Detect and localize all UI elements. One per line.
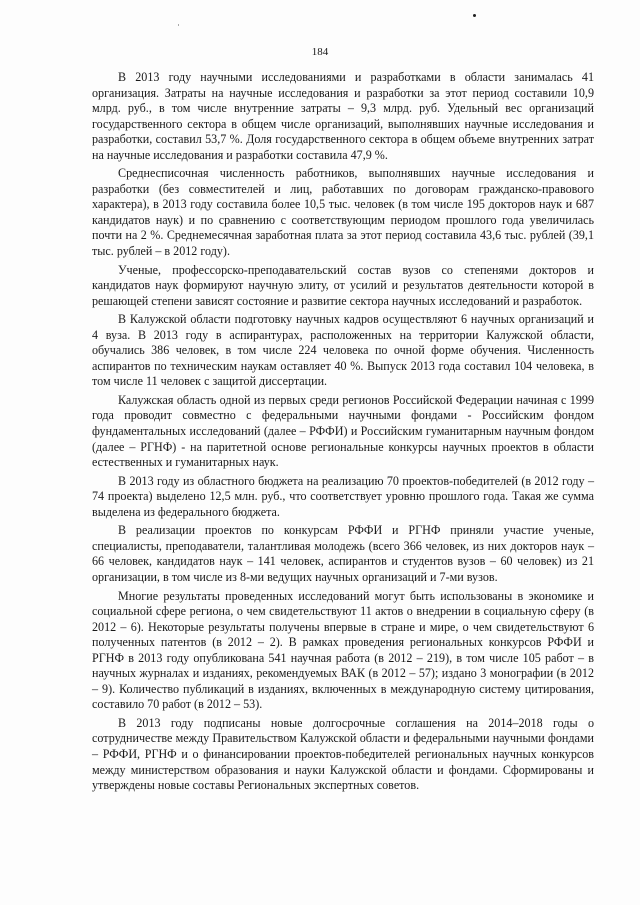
paragraph: В Калужской области подготовку научных кадров осуществляют 6 научных организаций и 4 вуза. В 2013 году в аспирантурах, расположенных на территории Калужской области, обучались 386 человек, в том числе 224 человека по очной форме обучения. Численность аспирантов по техническим наукам оставляет 40 %. Выпуск 2013 года составил 104 человека, в том числе 11 человек с защитой диссертации.: [92, 312, 594, 389]
paragraph: Калужская область одной из первых среди регионов Российской Федерации начиная с 1999 года проводит совместно с федеральными научными фондами - Российским фондом фундаментальных исследований (далее – РФФИ) и Российским гуманитарным научным фондом (далее – РГНФ) - на паритетной основе региональные конкурсы научных проектов в области естественных и гуманитарных наук.: [92, 392, 594, 470]
paragraph: Многие результаты проведенных исследований могут быть использованы в экономике и социальной сфере региона, о чем свидетельствуют 11 актов о внедрении в социальную сферу (в 2012 – 6). Некоторые результаты получены впервые в стране и мире, о чем свидетельствуют 6 полученных патентов (в 2012 – 2). В рамках проведения региональных конкурсов РФФИ и РГНФ в 2013 году опубликована 541 научная работа (в 2012 – 219), в том числе 105 работ – в научных журналах и изданиях, рекомендуемых ВАК (в 2012 – 57); издано 3 монографии (в 2012 – 9). Количество публикаций в изданиях, включенных в международную систему цитирования, составило 70 работ (в 2012 – 53).: [92, 588, 594, 712]
paragraph: Ученые, профессорско-преподавательский состав вузов со степенями докторов и кандидатов наук формируют научную элиту, от усилий и результатов деятельности которой в решающей степени зависят состояние и развитие сектора научных исследований и разработок.: [92, 262, 594, 308]
scan-speck: [178, 24, 179, 26]
paragraph: В 2013 году из областного бюджета на реализацию 70 проектов-победителей (в 2012 году – 74 проекта) выделено 12,5 млн. руб., что соответствует уровню прошлого года. Такая же сумма выделена из федерального бюджета.: [92, 473, 594, 519]
body-text: [92, 70, 594, 797]
paragraph: В 2013 году подписаны новые долгосрочные соглашения на 2014–2018 годы о сотрудничестве между Правительством Калужской области и федеральными научными фондами – РФФИ, РГНФ и о финансировании проектов-победителей региональных научных конкурсов между министерством образования и науки Калужской области и фондами. Сформированы и утверждены новые составы Региональных экспертных советов.: [92, 715, 594, 793]
paragraph: В реализации проектов по конкурсам РФФИ и РГНФ приняли участие ученые, специалисты, преподаватели, талантливая молодежь (всего 366 человек, из них докторов наук – 66 человек, кандидатов наук – 141 человек, аспирантов и студентов вузов – 60 человек) из 21 организации, в том числе из 8-ми ведущих научных организаций и 7-ми вузов.: [92, 523, 594, 584]
scan-speck: [473, 14, 476, 17]
page-number: 184: [311, 46, 329, 58]
paragraph: В 2013 году научными исследованиями и разработками в области занималась 41 организация. Затраты на научные исследования и разработки за этот период составили 10,9 млрд. руб., в том числе внутренние затраты – 9,3 млрд. руб. Удельный вес организаций государственного сектора в общем числе организаций, выполнявших научные исследования и разработки, составил 53,7 %. Доля государственного сектора в общем объеме внутренних затрат на научные исследования и разработки составила 47,9 %.: [92, 70, 594, 162]
paragraph: Среднесписочная численность работников, выполнявших научные исследования и разработки (без совместителей и лиц, работавших по договорам гражданско-правового характера), в 2013 году составила более 10,5 тыс. человек (в том числе 195 докторов наук и 687 кандидатов наук) и по сравнению с соответствующим периодом прошлого года увеличилась почти на 2 %. Среднемесячная заработная плата за этот период составила 43,6 тыс. рублей (39,1 тыс. рублей – в 2012 году).: [92, 166, 594, 259]
